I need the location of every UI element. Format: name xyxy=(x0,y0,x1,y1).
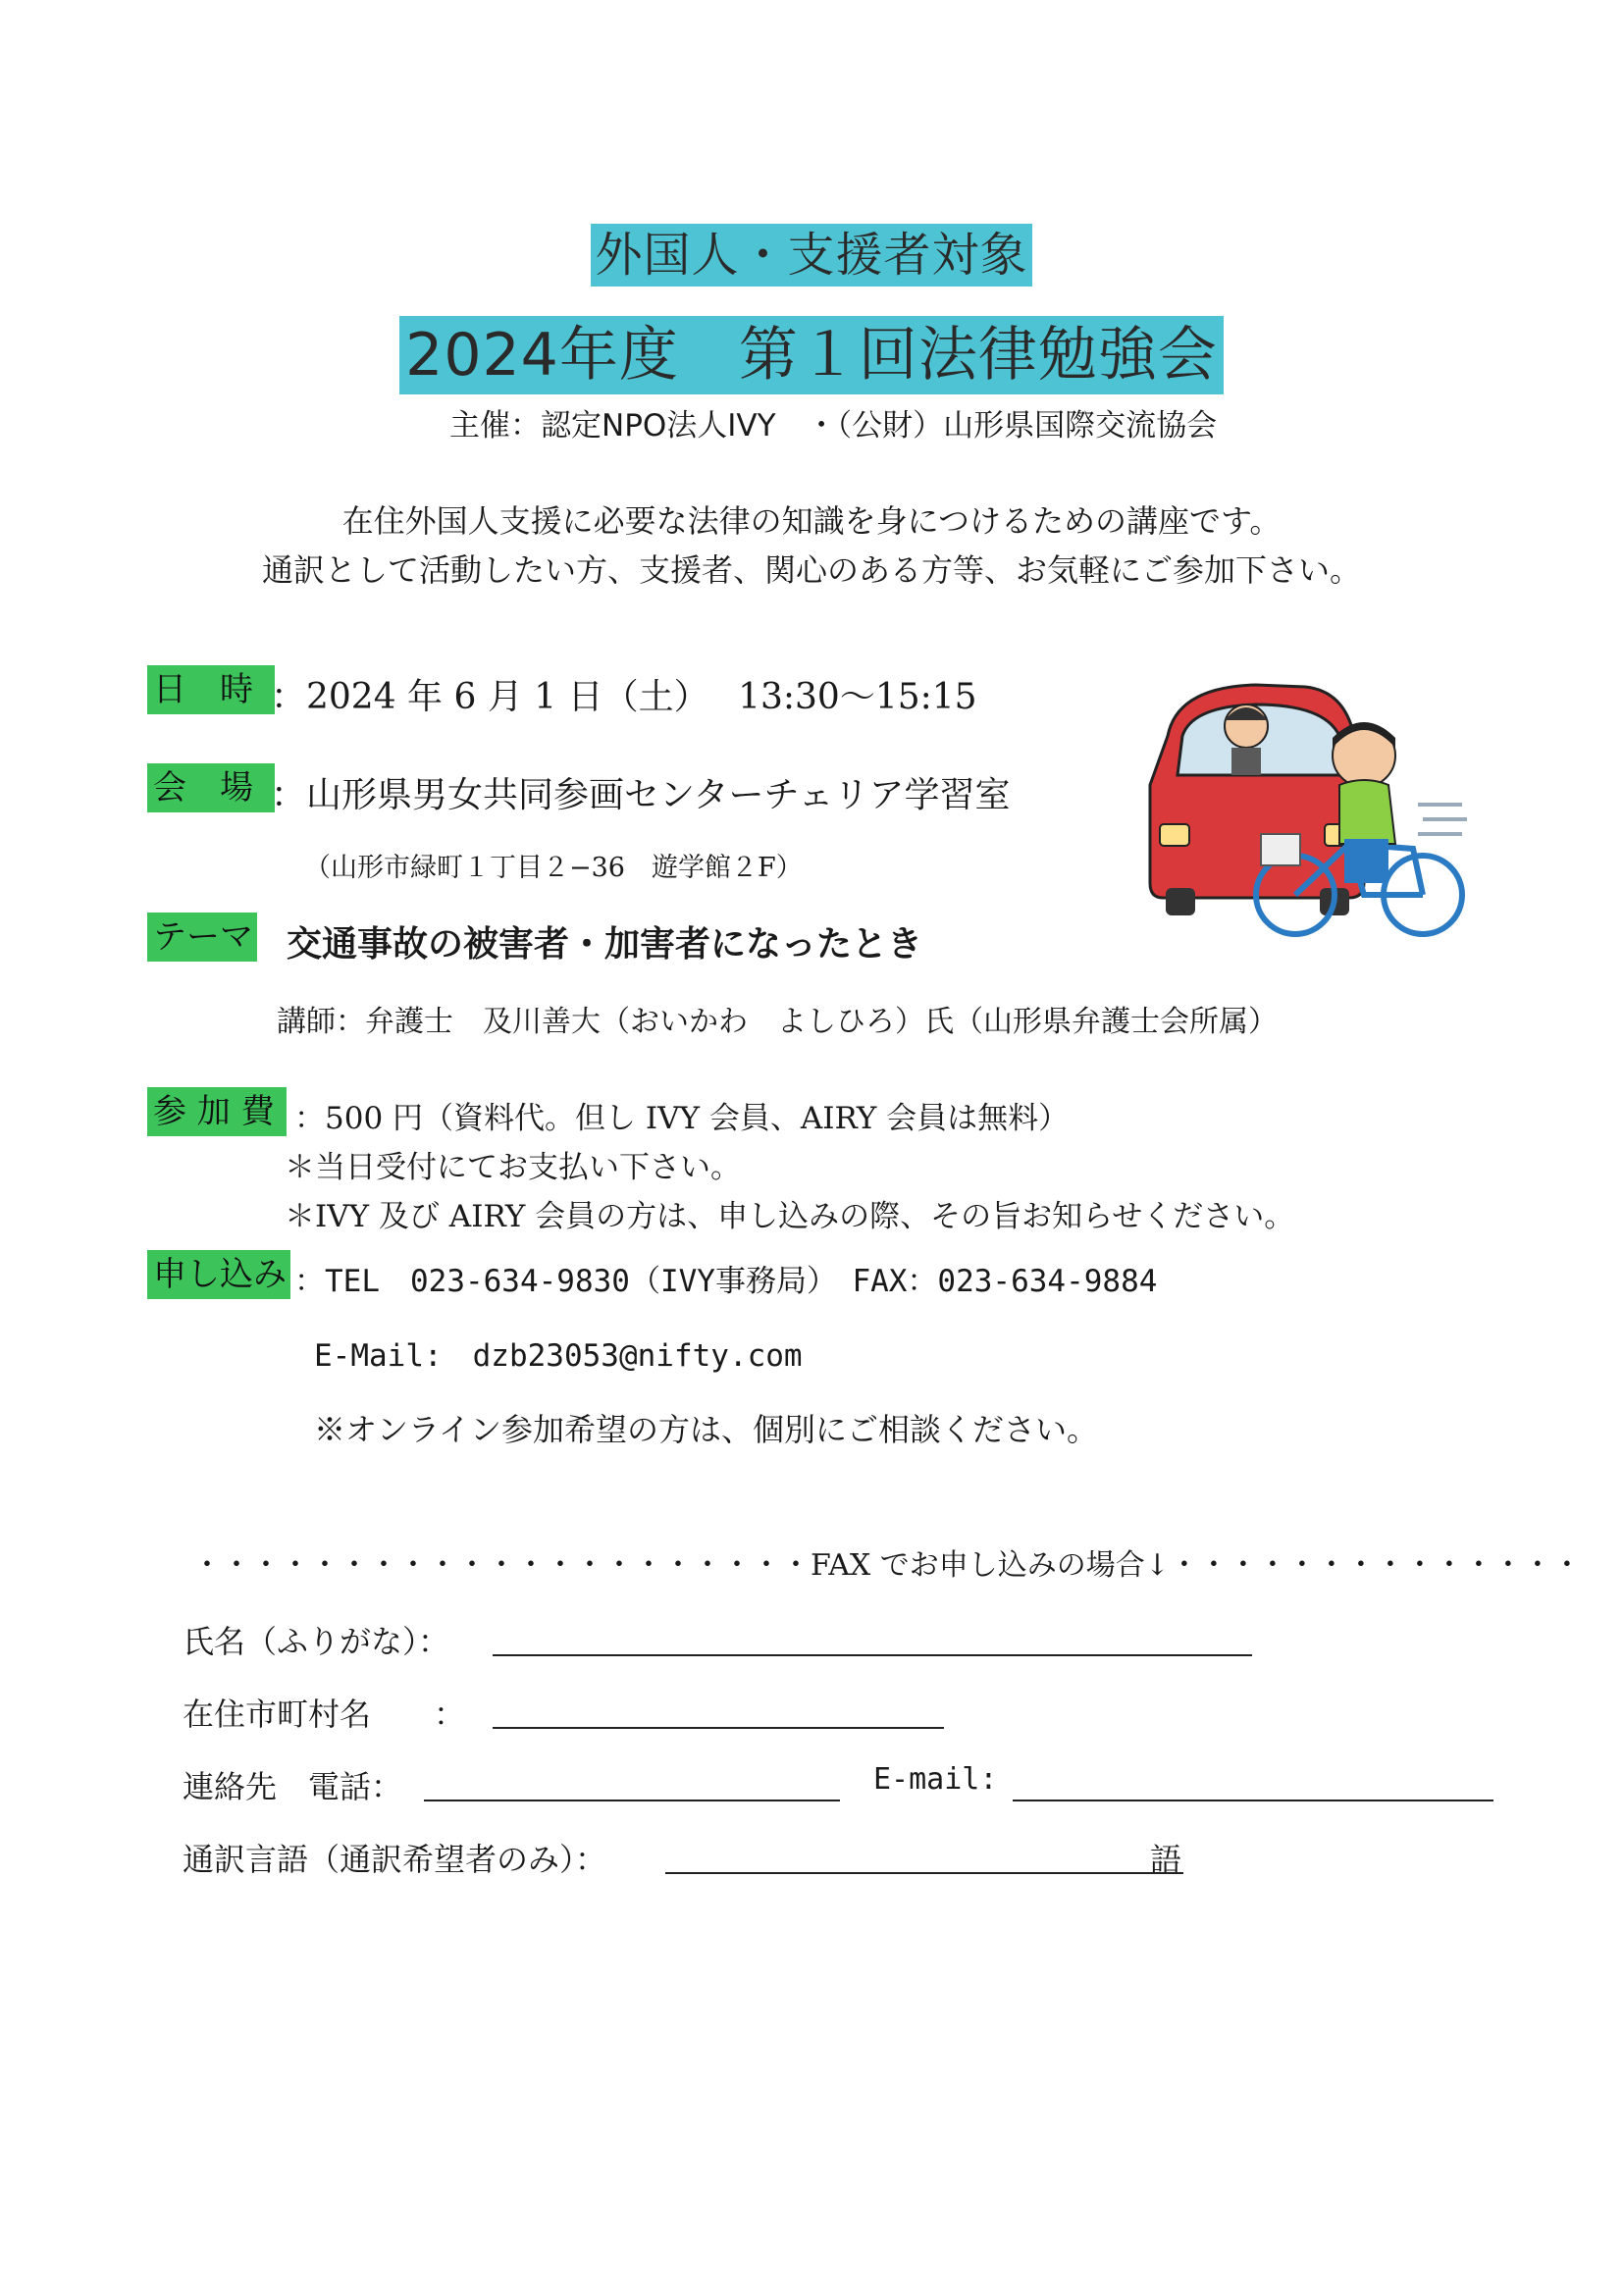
audience-tag-row xyxy=(0,224,1623,287)
traffic-accident-car-bicycle-illustration-icon xyxy=(1138,677,1472,952)
fax-divider: ・・・・・・・・・・・・・・・・・・・・・FAX でお申し込みの場合↓・・・・・・・・・・・・・・ xyxy=(192,1548,1582,1583)
fee-label: 参 加 費 xyxy=(147,1087,287,1136)
venue-label: 会 場 xyxy=(147,763,275,812)
theme-value: 交通事故の被害者・加害者になったとき xyxy=(287,923,923,965)
city-label: 在住市町村名 ： xyxy=(183,1696,466,1733)
city-field[interactable] xyxy=(493,1727,944,1729)
language-label: 通訳言語（通訳希望者のみ）： xyxy=(183,1841,607,1878)
online-note: ※オンライン参加希望の方は、個別にご相談ください。 xyxy=(314,1411,1099,1448)
name-label: 氏名（ふりがな）： xyxy=(183,1623,450,1660)
apply-value: ：TEL 023-634-9830（IVY事務局） FAX：023-634-9884 xyxy=(294,1264,1158,1299)
lecturer: 講師：弁護士 及川善大（おいかわ よしひろ）氏（山形県弁護士会所属） xyxy=(277,1005,1278,1039)
language-suffix: 語 xyxy=(1150,1841,1182,1878)
email-label: E-mail: xyxy=(873,1762,998,1797)
fee-note-1: ＊当日受付にてお支払い下さい。 xyxy=(285,1150,741,1185)
organizers: 主催：認定NPO法人IVY ・（公財）山形県国際交流協会 xyxy=(449,408,1218,444)
name-field[interactable] xyxy=(493,1654,1252,1656)
audience-tag: 外国人・支援者対象 xyxy=(591,224,1031,287)
fee-note-2: ＊IVY 及び AIRY 会員の方は、申し込みの際、その旨お知らせください。 xyxy=(285,1199,1295,1234)
email-line: E-Mail: dzb23053@nifty.com xyxy=(314,1338,803,1374)
apply-label: 申し込み xyxy=(147,1250,290,1299)
title-row xyxy=(0,316,1623,394)
intro-line-2: 通訳として活動したい方、支援者、関心のある方等、お気軽にご参加下さい。 xyxy=(261,551,1361,589)
venue-address: （山形市緑町１丁目２−36 遊学館２F） xyxy=(304,853,803,883)
venue-value: ：山形県男女共同参画センターチェリア学習室 xyxy=(271,775,1011,815)
intro-line-1: 在住外国人支援に必要な法律の知識を身につけるための講座です。 xyxy=(341,502,1282,540)
contact-label: 連絡先 電話： xyxy=(183,1768,403,1805)
fee-value: ：500 円（資料代。但し IVY 会員、AIRY 会員は無料） xyxy=(294,1101,1070,1136)
datetime-label: 日 時 xyxy=(147,665,275,714)
page-title: 2024年度 第１回法律勉強会 xyxy=(399,316,1224,394)
email-field[interactable] xyxy=(1013,1800,1493,1801)
datetime-value: ：2024 年 6 月 1 日（土） 13:30～15:15 xyxy=(271,677,977,717)
theme-label: テーマ xyxy=(147,913,257,962)
language-field[interactable] xyxy=(665,1872,1183,1874)
phone-field[interactable] xyxy=(424,1800,840,1801)
